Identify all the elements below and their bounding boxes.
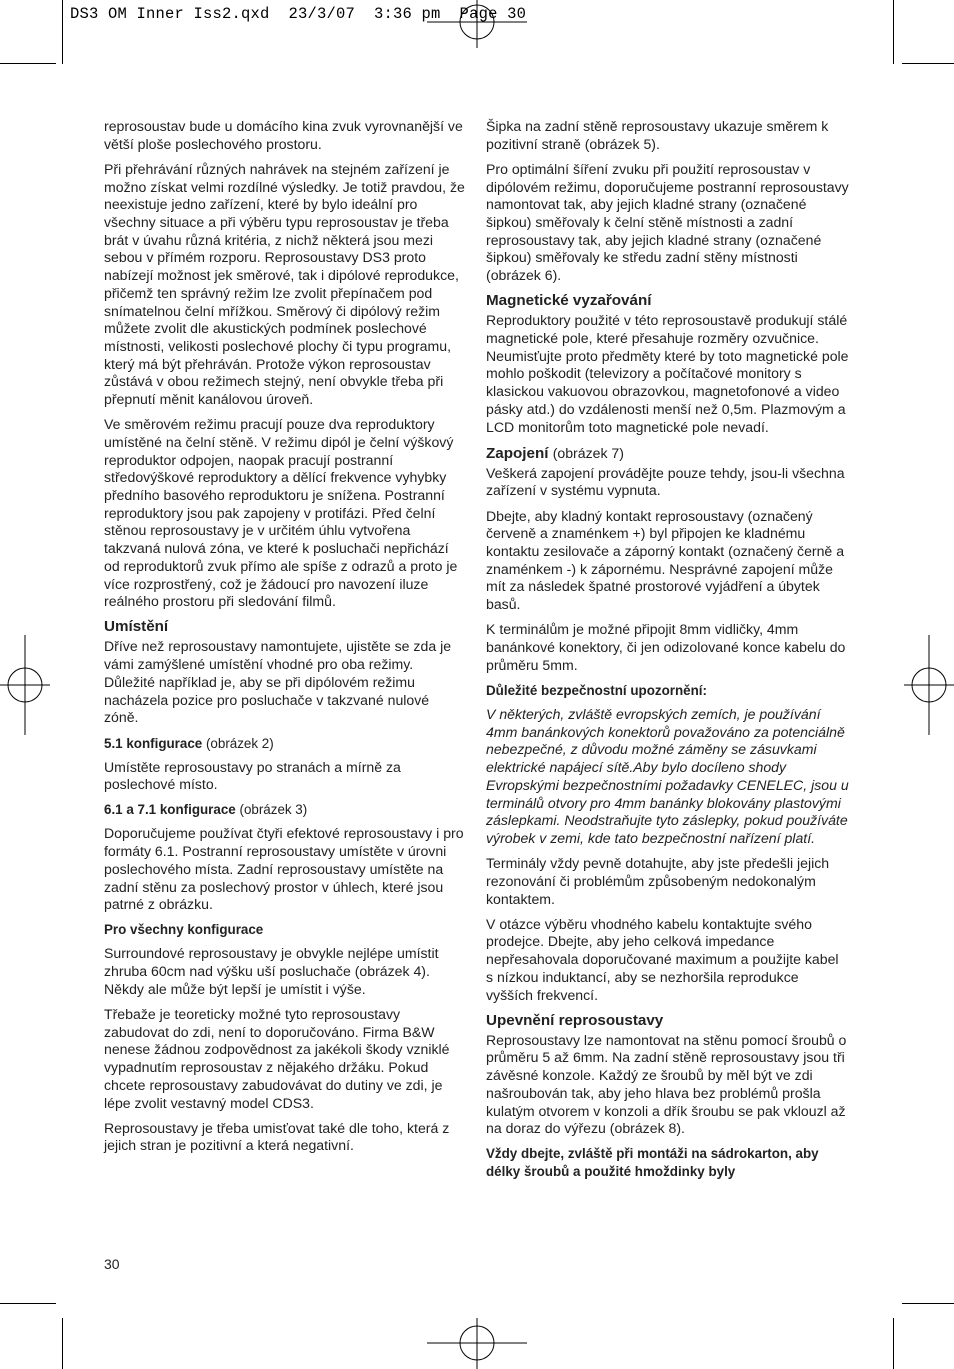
registration-mark-left xyxy=(0,635,50,735)
heading-upevneni: Upevnění reprosoustavy xyxy=(486,1011,664,1029)
paragraph: Umístěte reprosoustavy po stranách a mírně za poslechové místo. xyxy=(104,758,401,793)
paragraph: K terminálům je možné připojit 8mm vidličky, 4mm banánkové konektory, či jen odizolované konce kabelu do průměru 5mm. xyxy=(486,621,846,673)
subheading-all-configs: Pro všechny konfigurace xyxy=(104,922,264,938)
paragraph: V otázce výběru vhodného kabelu kontaktujte svého prodejce. Dbejte, aby jeho celková impedance nepřesahovala doporučované maximum a použijte kabel s nízkou induktancí, aby se nezhoršila reprodukce vyšších frekvencí. xyxy=(486,915,839,1003)
crop-mark xyxy=(0,63,56,64)
subheading-51 xyxy=(104,735,467,752)
figure-ref: (obrázek 2) xyxy=(205,735,274,751)
paragraph: reprosoustav bude u domácího kina zvuk vyrovnanější ve větší ploše poslechového prostoru. xyxy=(104,118,463,152)
paragraph: Ve směrovém režimu pracují pouze dva reproduktory umístěné na čelní stěně. V režimu dipól je čelní výškový reproduktor odpojen, naopak pracují postranní středovýškové reproduktory a dělící frekvence vyhybky předního basového reproduktoru je snížena. Postranní reproduktory jsou pak zapojeny v protifázi. Před čelní stěnou reprosoustavy je v určitém úhlu vytvořena takzvaná nulová zóna, ve které k posluchači nepřichází od reproduktorů zvuk přímo ale spíše z odrazů a proto je více rozprostřený, což je žádoucí pro navození iluze reálného prostoru při sledování filmů. xyxy=(104,416,458,610)
paragraph: Pro optimální šíření zvuku při použití reprosoustav v dipólovém režimu, doporučujeme postranní reprosoustavy namontovat tak, aby jejich kladné strany (označené šipkou) směřovaly k čelní stěně místnosti a zadní reprosoustavy tak, aby jejich kladné strany (označené šipkou) směřovaly ke středu zadní stěny místnosti (obrázek 6). xyxy=(486,160,849,284)
subheading-61-71 xyxy=(104,801,467,818)
paragraph: Šipka na zadní stěně reprosoustavy ukazuje směrem k pozitivní straně (obrázek 5). xyxy=(486,118,829,152)
right-column xyxy=(486,118,849,1188)
crop-mark xyxy=(0,1303,56,1304)
paragraph: Reprosoustavy je třeba umisťovat také dle toho, která z jejich stran je pozitivní a která negativní. xyxy=(104,1119,450,1154)
crop-mark xyxy=(62,1318,63,1369)
heading-zapojeni xyxy=(486,444,849,463)
heading-umisteni: Umístění xyxy=(104,618,169,636)
crop-mark xyxy=(902,63,954,64)
registration-mark-top xyxy=(427,0,527,50)
paragraph: Doporučujeme používat čtyři efektové reprosoustavy i pro formáty 6.1. Postranní reprosoustavy umístěte v úrovni poslechového místa. Zadní reprosoustavy umístěte na zadní stěnu za poslechový prostor v úhlech, které jsou patrné z obrázku. xyxy=(104,825,464,913)
paragraph: Surroundové reprosoustavy je obvykle nejlépe umístit zhruba 60cm nad výšku uší posluchače (obrázek 4). Někdy ale může být lepší je umístit i výše. xyxy=(104,945,439,997)
paragraph: Dbejte, aby kladný kontakt reprosoustavy (označený červeně a znaménkem +) byl připojen ke kladnému kontaktu zesilovače a záporný kontakt (označený černě a znaménkem -) k zápornému. Nesprávné zapojení může mít za následek špatné prostorové vyjádření a úbytek basů. xyxy=(486,507,845,613)
safety-notice: V některých, zvláště evropských zemích, je používání 4mm banánkových konektorů považováno za potenciálně nebezpečné, z důvodu možné záměny se zásuvkami elektrické napájecí sítě.Aby bylo docíleno shody Evropskými bezpečnostními požadavky CENELEC, jsou u terminálů otvory pro 4mm banánky blokovány plastovými záslepkami. Neodstraňujte tyto záslepky, pokud používáte výrobek v zemi, kde tato bezpečnostní nařízení platí. xyxy=(486,705,849,846)
registration-mark-bottom xyxy=(427,1318,527,1369)
print-slug: DS3 OM Inner Iss2.qxd 23/3/07 3:36 pm Page 30 xyxy=(70,5,527,23)
left-column xyxy=(104,118,467,1163)
crop-mark xyxy=(893,1318,894,1369)
subheading-label: 5.1 konfigurace xyxy=(104,735,203,751)
figure-ref: (obrázek 3) xyxy=(239,802,308,818)
warning-paragraph: Vždy dbejte, zvláště při montáži na sádrokarton, aby délky šroubů a použité hmoždinky byly xyxy=(486,1146,819,1180)
figure-ref: (obrázek 7) xyxy=(552,444,624,461)
crop-mark xyxy=(893,0,894,64)
paragraph: Terminály vždy pevně dotahujte, aby jste předešli jejich rezonování či problémům způsobeným nedokonalým kontaktem. xyxy=(486,855,830,907)
subheading-safety: Důležité bezpečnostní upozornění: xyxy=(486,682,707,698)
crop-mark xyxy=(62,0,63,64)
heading-label: Zapojení xyxy=(486,444,549,462)
paragraph: Reproduktory použité v této reprosoustavě produkují stálé magnetické pole, které přesahuje rozměry ozvučnice. Neumisťujte proto předměty které by toto magnetické pole mohlo poškodit (televizory a počítačové monitory s klasickou vakuovou obrazovkou, magnetofonové a video pásky atd.) do vzdálenosti menší než 0,5m. Plazmovým a LCD monitorům toto magnetické pole nevadí. xyxy=(486,312,849,435)
heading-magnetic: Magnetické vyzařování xyxy=(486,292,652,310)
crop-mark xyxy=(902,1303,954,1304)
paragraph: Dříve než reprosoustavy namontujete, ujistěte se zda je vámi zamýšlené umístění vhodné pro oba režimy. Důležité například je, aby se při dipólovém režimu nacházela pozice pro posluchače v takzvané nulové zóně. xyxy=(104,638,452,726)
registration-mark-right xyxy=(904,635,954,735)
paragraph: Při přehrávání různých nahrávek na stejném zařízení je možno získat velmi rozdílné výsledky. Je totiž pravdou, že neexistuje jedno zařízení, které by bylo ideální pro všechny situace a při výběru typu reprosoustav je třeba brát v úvahu různá kritéria, z nichž některá jsou mezi sebou v přímém rozporu. Reprosoustavy DS3 proto nabízejí možnost jek směrové, tak i dipólové reprodukce, přičemž ten správný režim lze zvolit přepínačem pod snímatelnou čelní mřížkou. Směrový či dipólový režim můžete zvolit dle akustických podmínek poslechové místnosti, velikosti poslechové plochy či typu programu, který má být přehráván. Protože výkon reprosoustav zůstává v obou režimech stejný, není obvykle třeba při přepnutí měnit kanálovou úroveň. xyxy=(104,160,465,408)
page-number: 30 xyxy=(104,1256,120,1272)
subheading-label: 6.1 a 7.1 konfigurace xyxy=(104,802,236,818)
paragraph: Reprosoustavy lze namontovat na stěnu pomocí šroubů o průměru 5 až 6mm. Na zadní stěně reprosoustavy jsou tři závěsné konzole. Každý ze šroubů by měl být ve zdi našroubován tak, aby jeho hlava bez problémů prošla kulatým otvorem v konzoli a dřík šroubu se pak vklouzl až na doraz do výřezu (obrázek 8). xyxy=(486,1031,847,1137)
paragraph: Třebaže je teoreticky možné tyto reprosoustavy zabudovat do zdi, není to doporučováno. Firma B&W nenese žádnou zodpovědnost za jakékoli škody vzniklé vypadnutím reprosoustav z nějakého držáku. Pokud chcete reprosoustavy zabudovávat do dutiny ve zdi, je lépe zvolit vestavný model CDS3. xyxy=(104,1006,450,1111)
paragraph: Veškerá zapojení provádějte pouze tehdy, jsou-li všechna zařízení v systému vypnuta. xyxy=(486,464,845,499)
